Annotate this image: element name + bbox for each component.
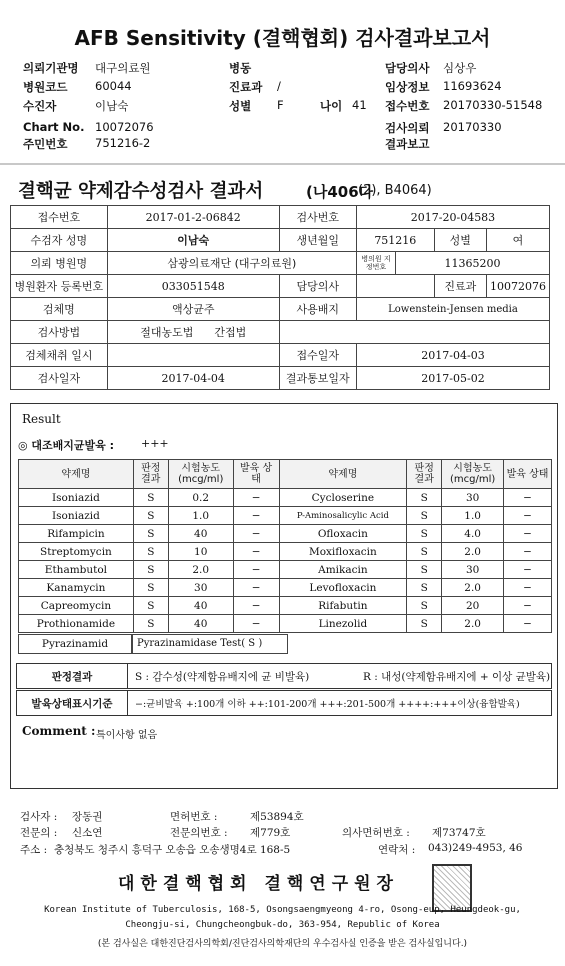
pza-drug: Pyrazinamid: [18, 634, 132, 654]
left-drug-cell: Ethambutol: [19, 561, 134, 579]
left-growth-cell: −: [233, 543, 279, 561]
right-conc-cell: 2.0: [442, 579, 504, 597]
judgment-header-left: 판정 결과: [133, 460, 168, 489]
conc-header-left: 시험농도 (mcg/ml): [168, 460, 233, 489]
right-judgment-cell: S: [407, 543, 442, 561]
sex-cell-label: 성별: [434, 229, 486, 252]
right-growth-cell: −: [504, 597, 552, 615]
judgment-legend-s: S : 감수성(약제함유배지에 균 비발육): [135, 670, 310, 683]
reg-cell-label: 병원환자 등록번호: [11, 275, 108, 298]
left-drug-cell: Streptomycin: [19, 543, 134, 561]
right-growth-cell: −: [504, 615, 552, 633]
right-conc-cell: 30: [442, 489, 504, 507]
notify-cell: 2017-05-02: [356, 367, 549, 390]
right-growth-cell: −: [504, 579, 552, 597]
control-growth-label: ◎ 대조배지균발육 :: [18, 439, 115, 452]
comment-label: Comment :: [22, 724, 96, 738]
header-divider: [0, 163, 565, 165]
examiner-license: 제53894호: [250, 811, 304, 823]
comment-text: 특이사항 없음: [96, 730, 158, 741]
right-conc-cell: 30: [442, 561, 504, 579]
doctor-label: 담당의사: [385, 61, 430, 75]
table-row: [19, 561, 552, 579]
judgment-header-right: 판정 결과: [407, 460, 442, 489]
received-cell-label: 접수일자: [279, 344, 356, 367]
right-growth-cell: −: [504, 561, 552, 579]
method-indirect: 간접법: [214, 326, 247, 339]
institution-value: 대구의료원: [95, 61, 151, 75]
examiner: 장동권: [72, 811, 103, 823]
hospital-cell-label: 의뢰 병원명: [11, 252, 108, 275]
left-conc-cell: 40: [168, 597, 233, 615]
control-growth-value: +++: [141, 437, 169, 450]
dob-cell-label: 생년월일: [279, 229, 356, 252]
method-cell: [107, 321, 279, 344]
method-empty: [279, 321, 549, 344]
table-row: [19, 579, 552, 597]
organization-name: 대한결핵협회 결핵연구원장: [118, 874, 399, 894]
dob-cell: 751216: [356, 229, 434, 252]
right-judgment-cell: S: [407, 561, 442, 579]
phone: 043)249-4953, 46: [428, 842, 523, 854]
judgment-legend-r: R : 내성(약제함유배지에 + 이상 균발육): [363, 670, 551, 683]
patient-cell: 이남숙: [107, 229, 279, 252]
left-conc-cell: 40: [168, 615, 233, 633]
left-judgment-cell: S: [133, 561, 168, 579]
right-conc-cell: 2.0: [442, 615, 504, 633]
right-judgment-cell: S: [407, 507, 442, 525]
reg-cell: 033051548: [107, 275, 279, 298]
right-drug-cell: Cycloserine: [279, 489, 407, 507]
right-drug-cell: Amikacin: [279, 561, 407, 579]
organization-address-en-1: Korean Institute of Tuberculosis, 168-5, Osongsaengmyeong 4-ro, Osong-eup, Heungdeok-gu,: [44, 905, 521, 915]
receipt-no-cell-label: 접수번호: [11, 206, 108, 229]
institution-label: 의뢰기관명: [23, 61, 79, 75]
specimen-cell-label: 검체명: [11, 298, 108, 321]
left-drug-cell: Kanamycin: [19, 579, 134, 597]
method-absolute: 절대농도법: [140, 326, 194, 339]
doctor-cell: [356, 275, 434, 298]
test-no-cell-label: 검사번호: [279, 206, 356, 229]
table-row: [19, 489, 552, 507]
right-growth-cell: −: [504, 525, 552, 543]
examiner-license-label: 면허번호 :: [170, 811, 218, 823]
patient-cell-label: 수검자 성명: [11, 229, 108, 252]
result-report-label: 결과보고: [385, 137, 430, 151]
conc-header-right: 시험농도 (mcg/ml): [442, 460, 504, 489]
chart-no-value: 10072076: [95, 120, 154, 134]
doctor-license-label: 의사면허번호 :: [342, 827, 410, 839]
left-growth-cell: −: [233, 561, 279, 579]
sex-value: F: [277, 98, 284, 112]
left-judgment-cell: S: [133, 525, 168, 543]
table-row: [19, 615, 552, 633]
table-row: [19, 543, 552, 561]
report-subtitle-word: (나406다: [306, 183, 374, 201]
growth-header-right: 발육 상태: [504, 460, 552, 489]
growth-header-left: 발육 상태: [233, 460, 279, 489]
department-label: 진료과: [229, 80, 263, 94]
right-drug-cell: Ofloxacin: [279, 525, 407, 543]
result-heading: Result: [22, 412, 61, 426]
right-judgment-cell: S: [407, 525, 442, 543]
clinical-label: 임상정보: [385, 80, 430, 94]
specialist-license-label: 전문의번호 :: [170, 827, 228, 839]
medium-cell-label: 사용배지: [279, 298, 356, 321]
right-conc-cell: 1.0: [442, 507, 504, 525]
age-value: 41: [352, 98, 367, 112]
left-conc-cell: 10: [168, 543, 233, 561]
notify-cell-label: 결과통보일자: [279, 367, 356, 390]
drug-header-left: 약제명: [19, 460, 134, 489]
drug-table: [18, 459, 552, 633]
info-table: [10, 205, 550, 390]
left-growth-cell: −: [233, 615, 279, 633]
left-drug-cell: Prothionamide: [19, 615, 134, 633]
left-drug-cell: Isoniazid: [19, 507, 134, 525]
judgment-legend: [16, 663, 552, 689]
specialist: 신소연: [72, 827, 103, 839]
receipt-no-cell: 2017-01-2-06842: [107, 206, 279, 229]
hospital-code-value: 60044: [95, 79, 132, 93]
dept-cell-label: 진료과: [434, 275, 486, 298]
address: 충청북도 청주시 흥덕구 오송읍 오송생명4로 168-5: [54, 844, 291, 856]
left-judgment-cell: S: [133, 579, 168, 597]
hospital-code-cell-label: 병의원 지정번호: [356, 252, 395, 275]
left-growth-cell: −: [233, 489, 279, 507]
test-date-cell-label: 검사일자: [11, 367, 108, 390]
right-judgment-cell: S: [407, 597, 442, 615]
left-judgment-cell: S: [133, 489, 168, 507]
clinical-value: 11693624: [443, 79, 502, 93]
patient-value: 이남숙: [95, 99, 129, 113]
doctor-value: 심상우: [443, 61, 477, 75]
sex-label: 성별: [229, 99, 252, 113]
left-conc-cell: 30: [168, 579, 233, 597]
receipt-no-value: 20170330-51548: [443, 98, 543, 112]
ward-label: 병동: [229, 61, 252, 75]
table-row: [19, 525, 552, 543]
hospital-cell: 삼광의료재단 (대구의료원): [107, 252, 356, 275]
right-conc-cell: 20: [442, 597, 504, 615]
growth-legend: [16, 690, 552, 716]
page-title: AFB Sensitivity (결핵협회) 검사결과보고서: [74, 26, 491, 50]
left-drug-cell: Isoniazid: [19, 489, 134, 507]
test-date-cell: 2017-04-04: [107, 367, 279, 390]
doctor-cell-label: 담당의사: [279, 275, 356, 298]
chart-no-label: Chart No.: [23, 120, 85, 134]
doctor-license: 제73747호: [432, 827, 486, 839]
sex-cell: 여: [486, 229, 549, 252]
received-cell: 2017-04-03: [356, 344, 549, 367]
right-conc-cell: 4.0: [442, 525, 504, 543]
pza-value: Pyrazinamidase Test( S ): [132, 634, 288, 654]
right-conc-cell: 2.0: [442, 543, 504, 561]
left-conc-cell: 40: [168, 525, 233, 543]
left-conc-cell: 1.0: [168, 507, 233, 525]
report-title: 결핵균 약제감수성검사 결과서: [18, 181, 264, 202]
phone-label: 연락처 :: [378, 844, 416, 856]
left-judgment-cell: S: [133, 615, 168, 633]
right-growth-cell: −: [504, 507, 552, 525]
right-drug-cell: Moxifloxacin: [279, 543, 407, 561]
specialist-label: 전문의 :: [20, 827, 58, 839]
drug-header-right: 약제명: [279, 460, 407, 489]
left-judgment-cell: S: [133, 543, 168, 561]
receipt-no-label: 접수번호: [385, 99, 430, 113]
resident-no-label: 주민번호: [23, 137, 68, 151]
left-growth-cell: −: [233, 525, 279, 543]
right-judgment-cell: S: [407, 489, 442, 507]
table-row: [19, 597, 552, 615]
address-label: 주소 :: [20, 844, 48, 856]
method-cell-label: 검사방법: [11, 321, 108, 344]
left-growth-cell: −: [233, 597, 279, 615]
request-date-value: 20170330: [443, 120, 502, 134]
specialist-license: 제779호: [250, 827, 291, 839]
growth-legend-text: −:균비발육 +:100개 이하 ++:101-200개 +++:201-500개 ++++:+++이상(융합발육): [135, 699, 520, 710]
collect-cell: [107, 344, 279, 367]
left-drug-cell: Capreomycin: [19, 597, 134, 615]
hospital-code-cell: 11365200: [396, 252, 550, 275]
right-growth-cell: −: [504, 489, 552, 507]
certification-note: (본 검사실은 대한진단검사의학회/진단검사의학재단의 우수검사실 인증을 받은 검사실입니다.): [97, 939, 468, 949]
right-drug-cell: Rifabutin: [279, 597, 407, 615]
left-judgment-cell: S: [133, 507, 168, 525]
report-subtitle: (2), B4064): [358, 183, 432, 198]
organization-address-en-2: Cheongju-si, Chungcheongbuk-do, 363-954, Republic of Korea: [125, 920, 440, 930]
left-conc-cell: 0.2: [168, 489, 233, 507]
right-drug-cell: P-Aminosalicylic Acid: [279, 507, 407, 525]
table-row: [19, 507, 552, 525]
growth-legend-label: 발육상태표시기준: [17, 691, 128, 715]
request-date-label: 검사의뢰: [385, 121, 430, 135]
collect-cell-label: 검체채취 일시: [11, 344, 108, 367]
hospital-code-label: 병원코드: [23, 80, 68, 94]
specimen-cell: 액상균주: [107, 298, 279, 321]
age-label: 나이: [320, 99, 343, 113]
dept-cell: 10072076: [486, 275, 549, 298]
medium-cell: Lowenstein-Jensen media: [356, 298, 549, 321]
left-growth-cell: −: [233, 579, 279, 597]
right-growth-cell: −: [504, 543, 552, 561]
judgment-legend-label: 판정결과: [17, 664, 128, 688]
right-judgment-cell: S: [407, 615, 442, 633]
right-drug-cell: Linezolid: [279, 615, 407, 633]
test-no-cell: 2017-20-04583: [356, 206, 549, 229]
left-drug-cell: Rifampicin: [19, 525, 134, 543]
resident-no-value: 751216-2: [95, 136, 151, 150]
left-judgment-cell: S: [133, 597, 168, 615]
left-conc-cell: 2.0: [168, 561, 233, 579]
examiner-label: 검사자 :: [20, 811, 58, 823]
patient-label: 수진자: [23, 99, 57, 113]
left-growth-cell: −: [233, 507, 279, 525]
right-drug-cell: Levofloxacin: [279, 579, 407, 597]
department-value: /: [277, 79, 281, 93]
right-judgment-cell: S: [407, 579, 442, 597]
